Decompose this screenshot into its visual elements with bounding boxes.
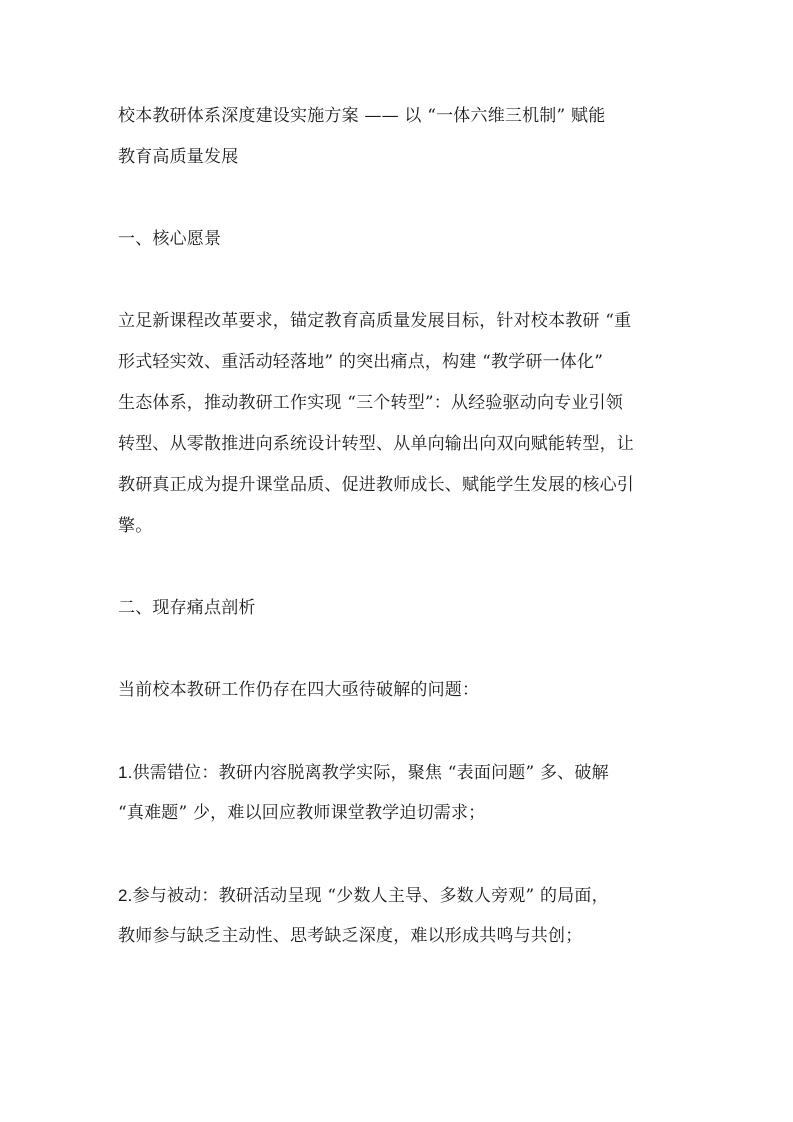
section-1-line-4: 转型、从零散推进向系统设计转型、从单向输出向双向赋能转型，让 [118, 434, 634, 454]
list-item-1-line-1 [118, 752, 678, 793]
section-1-line-1: 立足新课程改革要求，锚定教育高质量发展目标，针对校本教研 “重 [118, 311, 632, 331]
list-item-1-text: 供需错位：教研内容脱离教学实际，聚焦 “表面问题” 多、破解 [132, 763, 609, 783]
spacer [118, 834, 678, 875]
section-1-heading: 一、核心愿景 [118, 229, 222, 249]
list-item-1-number: 1. [118, 763, 133, 782]
section-1-line-6: 擎。 [118, 516, 153, 536]
section-2-heading: 二、现存痛点剖析 [118, 598, 256, 618]
spacer [118, 711, 678, 752]
spacer [118, 547, 678, 588]
document-title-line-2: 教育高质量发展 [118, 147, 239, 167]
spacer [118, 178, 678, 219]
section-1-line-2: 形式轻实效、重活动轻落地” 的突出痛点，构建 “教学研一体化” [118, 352, 604, 372]
list-item-2-text: 参与被动：教研活动呈现 “少数人主导、多数人旁观” 的局面， [132, 886, 609, 906]
list-item-2-number: 2. [118, 886, 133, 905]
document-title-line-1: 校本教研体系深度建设实施方案 —— 以 “一体六维三机制” 赋能 [118, 106, 606, 126]
spacer [118, 260, 678, 301]
list-item-1-line-2: “真难题” 少，难以回应教师课堂教学迫切需求； [118, 803, 486, 823]
spacer [118, 629, 678, 670]
section-2-intro: 当前校本教研工作仍存在四大亟待破解的问题： [118, 680, 480, 700]
section-1-line-3: 生态体系，推动教研工作实现 “三个转型”：从经验驱动向专业引领 [118, 393, 623, 413]
document-page [118, 96, 678, 957]
list-item-2-line-1 [118, 875, 678, 916]
list-item-2-line-2: 教师参与缺乏主动性、思考缺乏深度，难以形成共鸣与共创； [118, 926, 583, 946]
section-1-line-5: 教研真正成为提升课堂品质、促进教师成长、赋能学生发展的核心引 [118, 475, 634, 495]
